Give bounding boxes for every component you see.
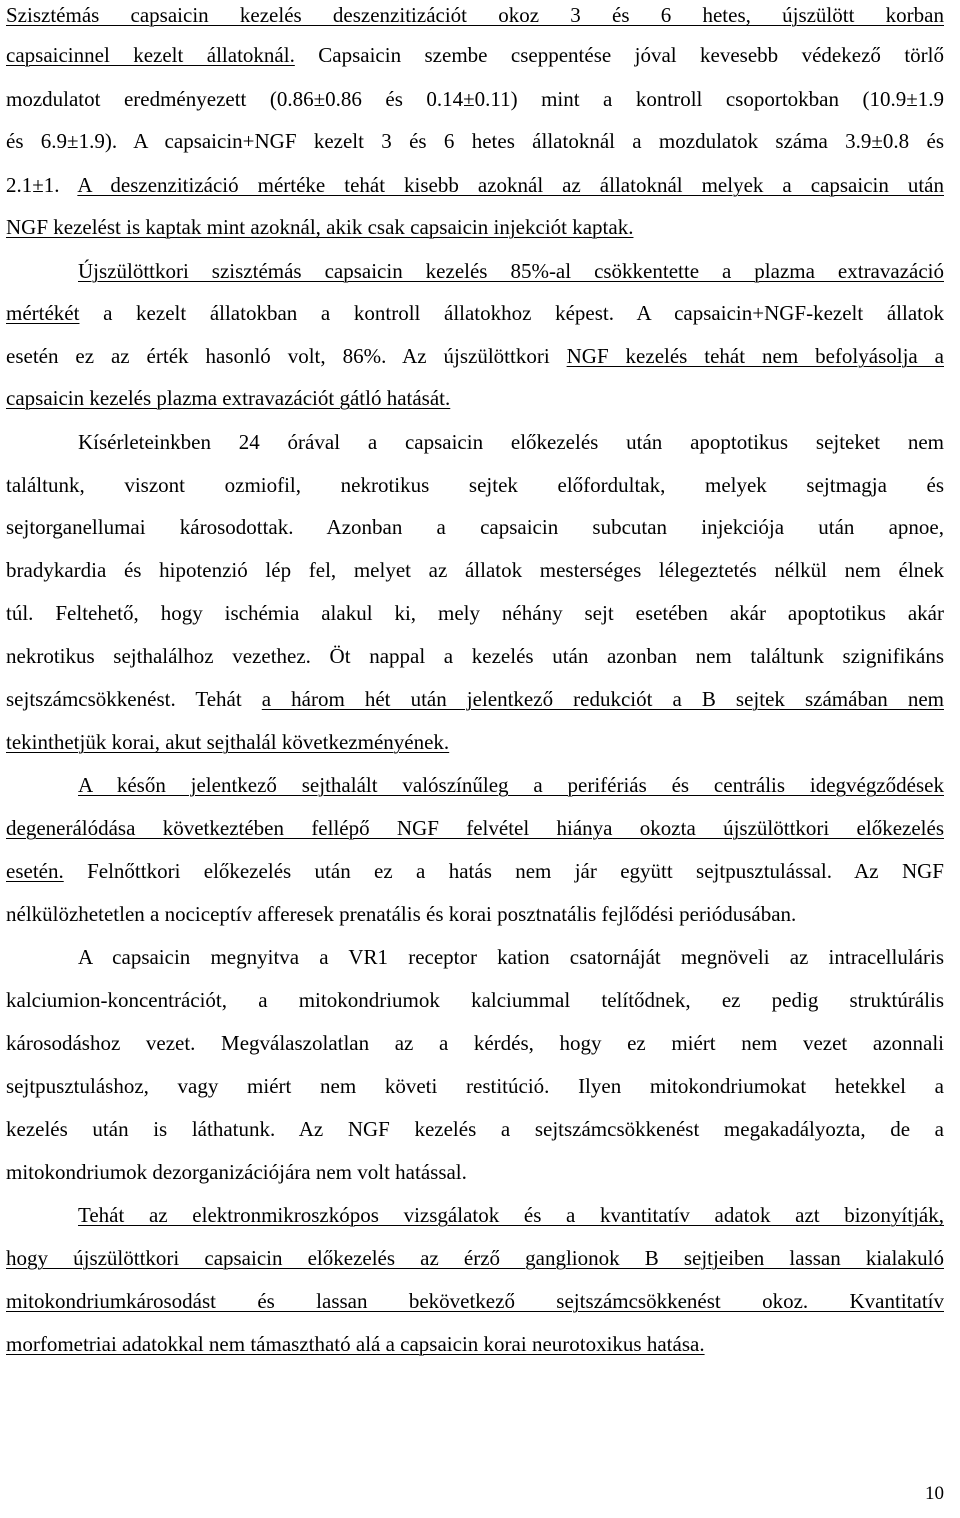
underlined-text: mértékét: [6, 301, 80, 325]
text-line: [6, 298, 944, 328]
text-line: [6, 126, 944, 156]
text-line: [6, 470, 944, 500]
underlined-text: a három hét után jelentkező redukciót a B sejtek számában nem: [261, 687, 944, 711]
text-run: kalciumion-koncentrációt, a mitokondriumok kalciummal telítődnek, ez pedig struktúrális: [6, 988, 944, 1012]
text-line: [6, 383, 944, 413]
underlined-text: Szisztémás capsaicin kezelés deszenzitizációt okoz 3 és 6 hetes, újszülött korban: [6, 3, 944, 27]
text-line: [6, 985, 944, 1015]
text-line: [6, 899, 944, 929]
underlined-text: NGF kezelést is kaptak mint azoknál, akik csak capsaicin injekciót kaptak.: [6, 215, 634, 239]
text-run: Kísérleteinkben 24 órával a capsaicin előkezelés után apoptotikus sejteket nem: [78, 430, 944, 454]
underlined-text: Tehát az elektronmikroszkópos vizsgálatok és a kvantitatív adatok azt bizonyítják,: [78, 1203, 944, 1227]
underlined-text: morfometriai adatokkal nem támasztható alá a capsaicin korai neurotoxikus hatása.: [6, 1332, 705, 1356]
text-run: bradykardia és hipotenzió lép fel, melyet az állatok mesterséges lélegeztetés nélkül nem élnek: [6, 558, 944, 582]
text-line: [78, 770, 944, 800]
text-line: [6, 856, 944, 886]
text-line: [6, 1157, 944, 1187]
text-run: és 6.9±1.9). A capsaicin+NGF kezelt 3 és 6 hetes állatoknál a mozdulatok száma 3.9±0.8 és: [6, 129, 944, 153]
text-run: a kezelt állatokban a kontroll állatokhoz képest. A capsaicin+NGF-kezelt állatok: [79, 301, 944, 325]
text-line: [6, 598, 944, 628]
text-line: [78, 1200, 944, 1230]
underlined-text: esetén.: [6, 859, 64, 883]
text-line: [6, 1028, 944, 1058]
underlined-text: degenerálódása következtében fellépő NGF felvétel hiánya okozta újszülöttkori előkezelés: [6, 816, 944, 840]
underlined-text: mitokondriumkárosodást és lassan bekövetkező sejtszámcsökkenést okoz. Kvantitatív: [6, 1289, 944, 1313]
underlined-text: hogy újszülöttkori capsaicin előkezelés az érző ganglionok B sejtjeiben lassan kialakuló: [6, 1246, 944, 1270]
text-line: [78, 427, 944, 457]
text-line: [78, 256, 944, 286]
underlined-text: capsaicinnel kezelt állatoknál.: [6, 43, 295, 67]
text-line: [6, 1329, 944, 1359]
text-line: [6, 1286, 944, 1316]
text-line: [6, 1071, 944, 1101]
text-line: [6, 684, 944, 714]
underlined-text: tekinthetjük korai, akut sejthalál következményének.: [6, 730, 450, 754]
underlined-text: capsaicin kezelés plazma extravazációt gátló hatását.: [6, 386, 451, 410]
text-line: [6, 813, 944, 843]
text-run: sejtpusztuláshoz, vagy miért nem követi restitúció. Ilyen mitokondriumokat hetekkel a: [6, 1074, 944, 1098]
text-run: sejtorganellumai károsodottak. Azonban a capsaicin subcutan injekciója után apnoe,: [6, 515, 944, 539]
text-run: kezelés után is láthatunk. Az NGF kezelés a sejtszámcsökkenést megakadályozta, de a: [6, 1117, 944, 1141]
text-run: túl. Feltehető, hogy ischémia alakul ki, mely néhány sejt esetében akár apoptotikus akár: [6, 601, 944, 625]
text-line: [6, 40, 944, 70]
text-line: [6, 170, 944, 200]
text-line: [6, 512, 944, 542]
text-line: [6, 727, 944, 757]
text-run: nélkülözhetetlen a nociceptív afferesek prenatális és korai posztnatális fejlődési periódusában.: [6, 902, 797, 926]
text-line: [6, 1114, 944, 1144]
underlined-text: A deszenzitizáció mértéke tehát kisebb azoknál az állatoknál melyek a capsaicin után: [77, 173, 944, 197]
text-line: [6, 1243, 944, 1273]
text-line: [78, 942, 944, 972]
text-line: [6, 341, 944, 371]
underlined-text: A későn jelentkező sejthalált valószínűleg a perifériás és centrális idegvégződések: [78, 773, 944, 797]
text-run: Capsaicin szembe cseppentése jóval kevesebb védekező törlő: [294, 43, 944, 67]
underlined-text: NGF kezelés tehát nem befolyásolja a: [566, 344, 944, 368]
text-run: A capsaicin megnyitva a VR1 receptor kation csatornáját megnöveli az intracelluláris: [78, 945, 944, 969]
page-number: 10: [925, 1483, 944, 1504]
text-line: [6, 212, 944, 242]
text-run: találtunk, viszont ozmiofil, nekrotikus sejtek előfordultak, melyek sejtmagja és: [6, 473, 944, 497]
text-run: károsodáshoz vezet. Megválaszolatlan az a kérdés, hogy ez miért nem vezet azonnali: [6, 1031, 944, 1055]
text-line: [6, 555, 944, 585]
text-run: 2.1±1.: [6, 173, 78, 197]
text-line: [6, 0, 944, 30]
text-run: nekrotikus sejthalálhoz vezethez. Öt nappal a kezelés után azonban nem találtunk szignifikáns: [6, 644, 944, 668]
text-run: Felnőttkori előkezelés után ez a hatás nem jár együtt sejtpusztulással. Az NGF: [63, 859, 944, 883]
text-line: [6, 84, 944, 114]
text-run: mozdulatot eredményezett (0.86±0.86 és 0.14±0.11) mint a kontroll csoportokban (10.9±1.9: [6, 87, 944, 111]
text-run: sejtszámcsökkenést. Tehát: [6, 687, 262, 711]
underlined-text: Újszülöttkori szisztémás capsaicin kezelés 85%-al csökkentette a plazma extravazáció: [78, 259, 944, 283]
text-line: [6, 641, 944, 671]
text-run: mitokondriumok dezorganizációjára nem volt hatással.: [6, 1160, 467, 1184]
text-run: esetén ez az érték hasonló volt, 86%. Az újszülöttkori: [6, 344, 567, 368]
